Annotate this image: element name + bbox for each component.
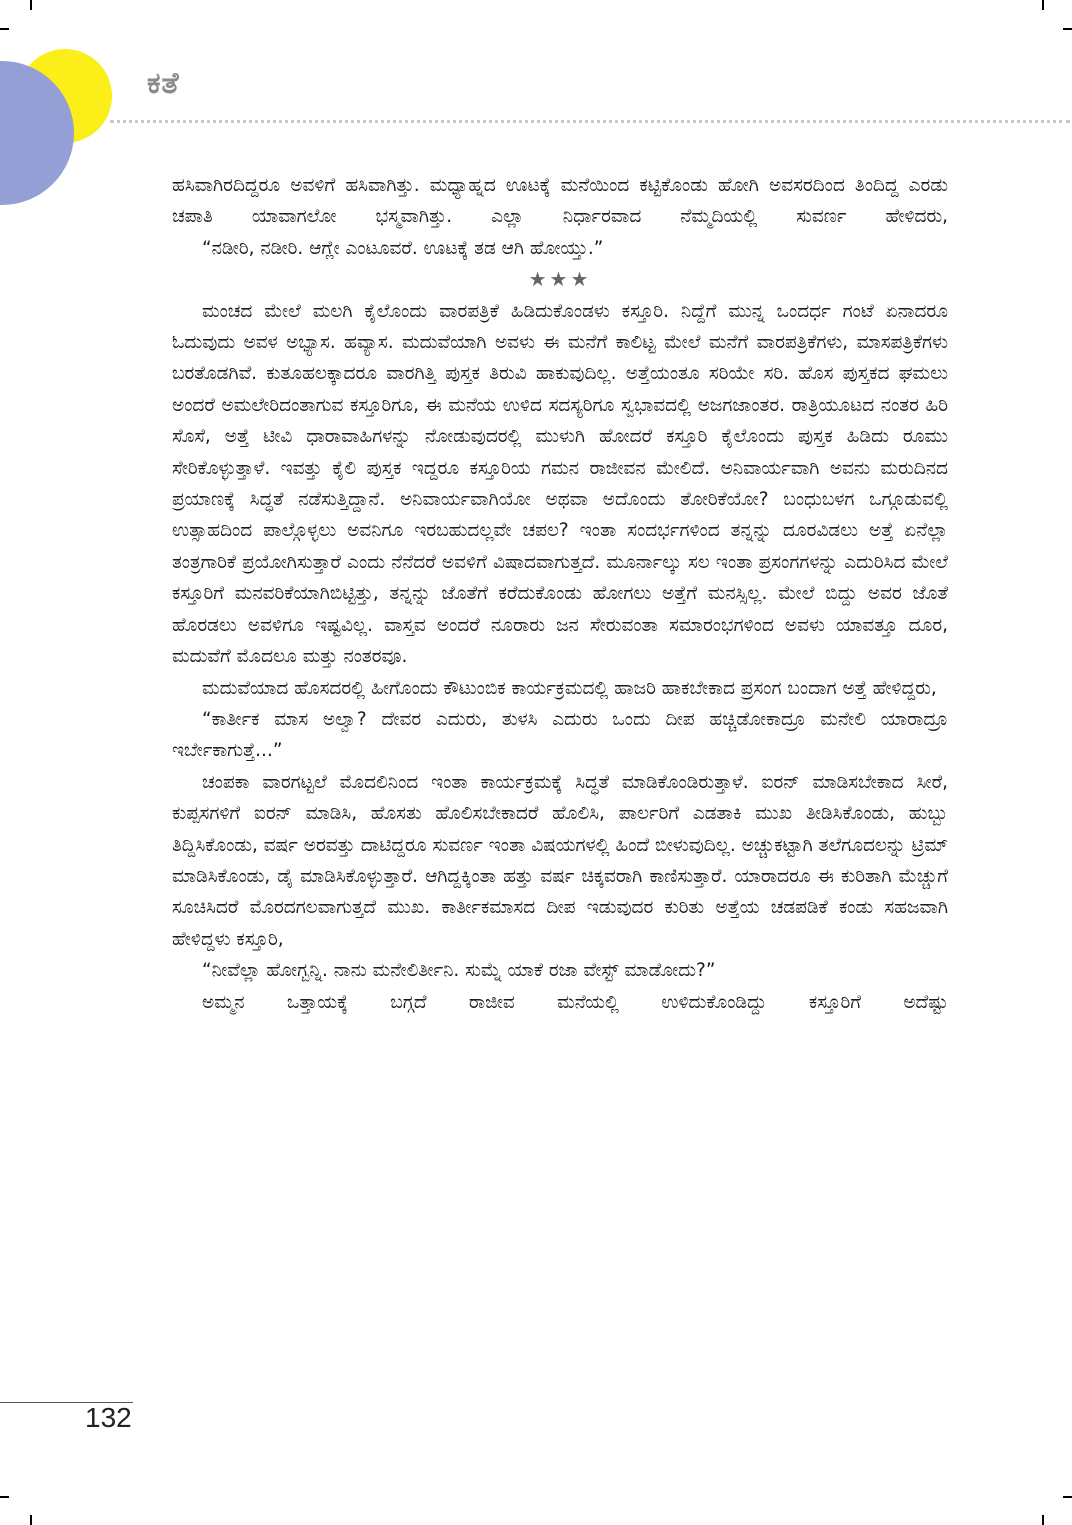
dialogue-line: “ನೀವೆಲ್ಲಾ ಹೋಗ್ಬನ್ನಿ. ನಾನು ಮನೇಲಿರ್ತೀನಿ. ಸುಮ್ನೆ ಯಾಕೆ ರಜಾ ವೇಸ್ಟ್ ಮಾಡೋದು?” [202,960,716,982]
decorative-circles [0,0,140,220]
crop-mark-bottom-right-h [1063,1496,1072,1498]
dialogue-line: “ನಡೀರಿ, ನಡೀರಿ. ಆಗ್ಲೇ ಎಂಟೂವರೆ. ಊಟಕ್ಕೆ ತಡ ಆಗಿ ಹೋಯ್ತು.” [202,237,604,259]
paragraph: ಚಂಪಕಾ ವಾರಗಟ್ಟಲೆ ಮೊದಲಿನಿಂದ ಇಂತಾ ಕಾರ್ಯಕ್ರಮಕ್ಕೆ ಸಿದ್ಧತೆ ಮಾಡಿಕೊಂಡಿರುತ್ತಾಳೆ. ಐರನ್ ಮಾಡಿಸಬೇಕಾದ ಸೀರೆ, ಕುಪ್ಪಸಗಳಿಗೆ ಐರನ್ ಮಾಡಿಸಿ, ಹೊಸತು ಹೊಲಿಸಬೇಕಾದರೆ ಹೊಲಿಸಿ, ಪಾರ್ಲರಿಗೆ ಎಡತಾಕಿ ಮುಖ ತೀಡಿಸಿಕೊಂಡು, ಹುಬ್ಬು ತಿದ್ದಿಸಿಕೊಂಡು, ವರ್ಷ ಅರವತ್ತು ದಾಟಿದ್ದರೂ ಸುವರ್ಣ ಇಂತಾ ವಿಷಯಗಳಲ್ಲಿ ಹಿಂದೆ ಬೀಳುವುದಿಲ್ಲ. ಅಚ್ಚುಕಟ್ಟಾಗಿ ತಲೆಗೂದಲನ್ನು ಟ್ರಿಮ್ ಮಾಡಿಸಿಕೊಂಡು, ಡೈ ಮಾಡಿಸಿಕೊಳ್ಳುತ್ತಾರೆ. ಆಗಿದ್ದಕ್ಕಿಂತಾ ಹತ್ತು ವರ್ಷ ಚಿಕ್ಕವರಾಗಿ ಕಾಣಿಸುತ್ತಾರೆ. ಯಾರಾದರೂ ಈ ಕುರಿತಾಗಿ ಮೆಚ್ಚುಗೆ ಸೂಚಿಸಿದರೆ ಮೊರದಗಲವಾಗುತ್ತದೆ ಮುಖ. ಕಾರ್ತೀಕಮಾಸದ ದೀಪ ಇಡುವುದರ ಕುರಿತು ಅತ್ತೆಯ ಚಡಪಡಿಕೆ ಕಂಡು ಸಹಜವಾಗಿ ಹೇಳಿದ್ದಳು ಕಸ್ತೂರಿ, [172,771,948,950]
paragraph: ಮಂಚದ ಮೇಲೆ ಮಲಗಿ ಕೈಲೊಂದು ವಾರಪತ್ರಿಕೆ ಹಿಡಿದುಕೊಂಡಳು ಕಸ್ತೂರಿ. ನಿದ್ದೆಗೆ ಮುನ್ನ ಒಂದರ್ಧ ಗಂಟೆ ಏನಾದರೂ ಓದುವುದು ಅವಳ ಅಭ್ಯಾಸ. ಹವ್ಯಾಸ. ಮದುವೆಯಾಗಿ ಅವಳು ಈ ಮನೆಗೆ ಕಾಲಿಟ್ಟ ಮೇಲೆ ಮನೆಗೆ ವಾರಪತ್ರಿಕೆಗಳು, ಮಾಸಪತ್ರಿಕೆಗಳು ಬರತೊಡಗಿವೆ. ಕುತೂಹಲಕ್ಕಾದರೂ ವಾರಗಿತ್ತಿ ಪುಸ್ತಕ ತಿರುವಿ ಹಾಕುವುದಿಲ್ಲ. ಅತ್ತೆಯಂತೂ ಸರಿಯೇ ಸರಿ. ಹೊಸ ಪುಸ್ತಕದ ಘಮಲು ಅಂದರೆ ಅಮಲೇರಿದಂತಾಗುವ ಕಸ್ತೂರಿಗೂ, ಈ ಮನೆಯ ಉಳಿದ ಸದಸ್ಯರಿಗೂ ಸ್ವಭಾವದಲ್ಲಿ ಅಜಗಜಾಂತರ. ರಾತ್ರಿಯೂಟದ ನಂತರ ಹಿರಿ ಸೊಸೆ, ಅತ್ತೆ ಟೀವಿ ಧಾರಾವಾಹಿಗಳನ್ನು ನೋಡುವುದರಲ್ಲಿ ಮುಳುಗಿ ಹೋದರೆ ಕಸ್ತೂರಿ ಕೈಲೊಂದು ಪುಸ್ತಕ ಹಿಡಿದು ರೂಮು ಸೇರಿಕೊಳ್ಳುತ್ತಾಳೆ. ಇವತ್ತು ಕೈಲಿ ಪುಸ್ತಕ ಇದ್ದರೂ ಕಸ್ತೂರಿಯ ಗಮನ ರಾಜೀವನ ಮೇಲಿದೆ. ಅನಿವಾರ್ಯವಾಗಿ ಅವನು ಮರುದಿನದ ಪ್ರಯಾಣಕ್ಕೆ ಸಿದ್ಧತೆ ನಡೆಸುತ್ತಿದ್ದಾನೆ. ಅನಿವಾರ್ಯವಾಗಿಯೋ ಅಥವಾ ಅದೊಂದು ತೋರಿಕೆಯೋ? ಬಂಧುಬಳಗ ಒಗ್ಗೂಡುವಲ್ಲಿ ಉತ್ಸಾಹದಿಂದ ಪಾಲ್ಗೊಳ್ಳಲು ಅವನಿಗೂ ಇರಬಹುದಲ್ಲವೇ ಚಪಲ? ಇಂತಾ ಸಂದರ್ಭಗಳಿಂದ ತನ್ನನ್ನು ದೂರವಿಡಲು ಅತ್ತೆ ಏನೆಲ್ಲಾ ತಂತ್ರಗಾರಿಕೆ ಪ್ರಯೋಗಿಸುತ್ತಾರೆ ಎಂದು ನೆನೆದರೆ ಅವಳಿಗೆ ವಿಷಾದವಾಗುತ್ತದೆ. ಮೂರ್ನಾಲ್ಕು ಸಲ ಇಂತಾ ಪ್ರಸಂಗಗಳನ್ನು ಎದುರಿಸಿದ ಮೇಲೆ ಕಸ್ತೂರಿಗೆ ಮನವರಿಕೆಯಾಗಿಬಿಟ್ಟಿತ್ತು, ತನ್ನನ್ನು ಜೊತೆಗೆ ಕರೆದುಕೊಂಡು ಹೋಗಲು ಅತ್ತೆಗೆ ಮನಸ್ಸಿಲ್ಲ. ಮೇಲೆ ಬಿದ್ದು ಅವರ ಜೊತೆ ಹೊರಡಲು ಅವಳಿಗೂ ಇಷ್ಟವಿಲ್ಲ. ವಾಸ್ತವ ಅಂದರೆ ನೂರಾರು ಜನ ಸೇರುವಂತಾ ಸಮಾರಂಭಗಳಿಂದ ಅವಳು ಯಾವತ್ತೂ ದೂರ, ಮದುವೆಗೆ ಮೊದಲೂ ಮತ್ತು ನಂತರವೂ. [172,300,948,668]
crop-mark-top-right-h [1063,28,1072,30]
paragraph: ಹಸಿವಾಗಿರದಿದ್ದರೂ ಅವಳಿಗೆ ಹಸಿವಾಗಿತ್ತು. ಮಧ್ಯಾಹ್ನದ ಊಟಕ್ಕೆ ಮನೆಯಿಂದ ಕಟ್ಟಿಕೊಂಡು ಹೋಗಿ ಅವಸರದಿಂದ ತಿಂದಿದ್ದ ಎರಡು ಚಪಾತಿ ಯಾವಾಗಲೋ ಭಸ್ಮವಾಗಿತ್ತು. ಎಲ್ಲಾ ನಿರ್ಧಾರವಾದ ನೆಮ್ಮದಿಯಲ್ಲಿ ಸುವರ್ಣ ಹೇಳಿದರು, [172,175,948,228]
crop-mark-top-right [1042,0,1044,10]
header-dotted-rule [110,120,1070,123]
crop-mark-bottom-left-h [0,1496,9,1498]
crop-mark-bottom-right [1042,1515,1044,1525]
section-break-stars: ★★★ [528,267,592,292]
page-number: 132 [85,1402,132,1433]
crop-mark-bottom-left [30,1515,32,1525]
section-label: ಕತೆ [147,66,180,101]
paragraph: ಮದುವೆಯಾದ ಹೊಸದರಲ್ಲಿ ಹೀಗೊಂದು ಕೌಟುಂಬಿಕ ಕಾರ್ಯಕ್ರಮದಲ್ಲಿ ಹಾಜರಿ ಹಾಕಬೇಕಾದ ಪ್ರಸಂಗ ಬಂದಾಗ ಅತ್ತೆ ಹೇಳಿದ್ದರು, [202,677,937,699]
body-text [172,170,948,1018]
dialogue-line: “ಕಾರ್ತೀಕ ಮಾಸ ಅಲ್ವಾ? ದೇವರ ಎದುರು, ತುಳಸಿ ಎದುರು ಒಂದು ದೀಪ ಹಚ್ಚಿಡೋಕಾದ್ರೂ ಮನೇಲಿ ಯಾರಾದ್ರೂ ಇರ್ಬೇಕಾಗುತ್ತೆ...” [172,708,948,762]
paragraph: ಅಮ್ಮನ ಒತ್ತಾಯಕ್ಕೆ ಬಗ್ಗದೆ ರಾಜೀವ ಮನೆಯಲ್ಲಿ ಉಳಿದುಕೊಂಡಿದ್ದು ಕಸ್ತೂರಿಗೆ ಅದೆಷ್ಟು [202,991,948,1013]
